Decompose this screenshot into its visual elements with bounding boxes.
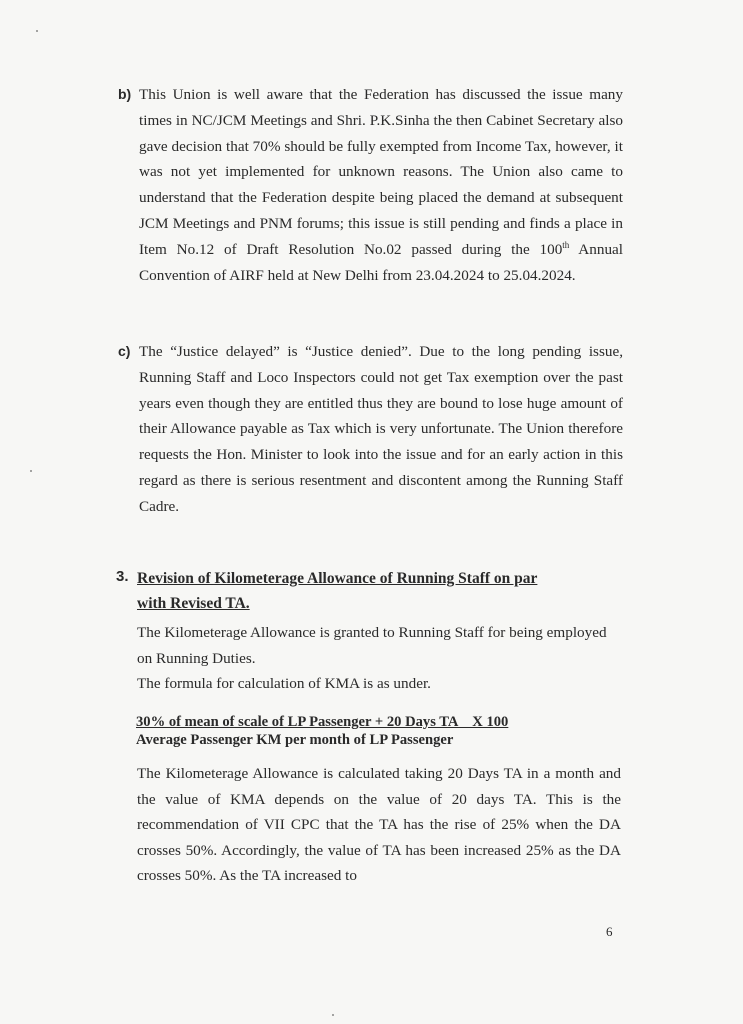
formula-denominator: Average Passenger KM per month of LP Passenger (136, 732, 454, 748)
section-3-formula-intro: The formula for calculation of KMA is as under. (137, 675, 431, 692)
item-b-text-end: Annual Convention of AIRF held at New Delhi from 23.04.2024 to 25.04.2024. (139, 240, 624, 284)
section-3-heading (137, 566, 621, 616)
scan-speck (36, 30, 38, 32)
scan-speck (332, 1014, 334, 1016)
section-3-body: The Kilometerage Allowance is calculated taking 20 Days TA in a month and the value of KMA depends on the value of 20 days TA. This is the recommendation of VII CPC that the TA has the rise of 25% when the DA crosses 50%. Accordingly, the value of TA has been increased 25% as the DA crosses 50%. As the TA increased to (137, 765, 621, 885)
page-number: 6 (606, 924, 613, 939)
convention-suffix: th (562, 239, 570, 250)
formula-numerator: 30% of mean of scale of LP Passenger + 20 Days TA X 100 (136, 714, 509, 730)
section-3-intro: The Kilometerage Allowance is granted to Running Staff for being employed on Running Duties. (137, 624, 607, 667)
section-3-title-line2: with Revised TA. (137, 595, 250, 612)
kma-formula (136, 713, 596, 749)
item-b-text: This Union is well aware that the Federation has discussed the issue many times in NC/JCM Meetings and Shri. P.K.Sinha the then Cabinet Secretary also gave decision that 70% should be fully exempted from Income Tax, however, it was not yet implemented for unknown reasons. The Union also came to understand that the Federation despite being placed the demand at subsequent JCM Meetings and PNM forums; this issue is still pending and finds a place in Item No.12 of Draft Resolution No.02 passed during the (139, 86, 623, 258)
scan-speck (30, 470, 32, 472)
section-3-number: 3. (116, 568, 129, 585)
item-b-marker: b) (118, 86, 132, 102)
item-b-paragraph (139, 82, 623, 288)
convention-number: 100 (539, 240, 563, 258)
section-3-title-line1: Revision of Kilometerage Allowance of Running Staff on par (137, 570, 538, 587)
item-c-paragraph: The “Justice delayed” is “Justice denied”. Due to the long pending issue, Running Staff and Loco Inspectors could not get Tax exemption over the past years even though they are entitled thus they are bound to lose huge amount of their Allowance payable as Tax which is very unfortunate. The Union therefore requests the Hon. Minister to look into the issue and for an early action in this regard as there is serious resentment and discontent among the Running Staff Cadre. (139, 343, 623, 515)
item-c-marker: c) (118, 343, 131, 359)
